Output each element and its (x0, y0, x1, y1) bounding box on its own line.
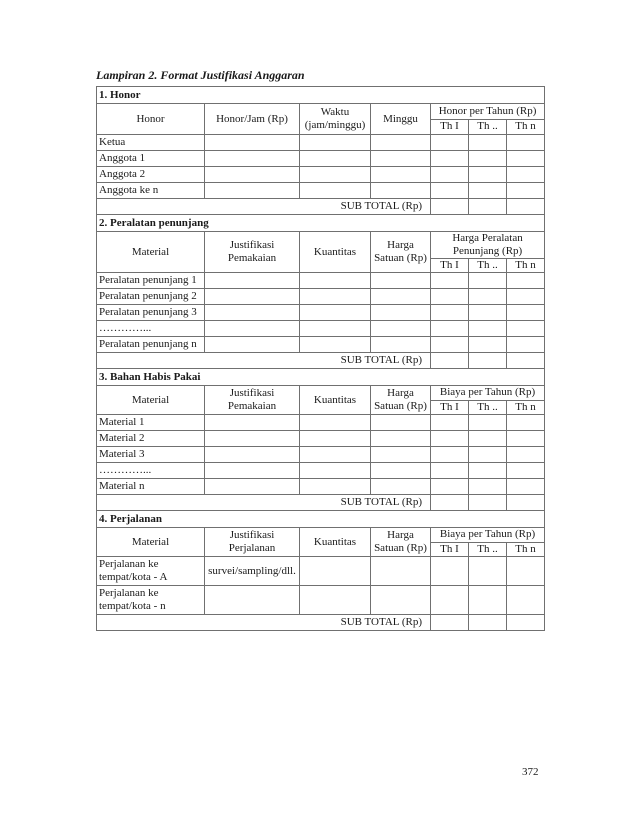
section-heading: 1. Honor (97, 87, 545, 104)
table-row (97, 431, 545, 447)
section-heading-row (97, 369, 545, 386)
year-header: Th I (431, 259, 469, 273)
column-header: Kuantitas (300, 386, 371, 415)
column-header: Honor/Jam (Rp) (205, 104, 300, 135)
table-row (97, 415, 545, 431)
subtotal-label: SUB TOTAL (Rp) (97, 199, 431, 215)
year-header: Th n (507, 119, 545, 135)
section-heading: 2. Peralatan penunjang (97, 215, 545, 232)
column-header: Harga Peralatan Penunjang (Rp) (431, 232, 545, 259)
row-label: Peralatan penunjang 2 (97, 289, 205, 305)
column-header: Harga Satuan (Rp) (371, 386, 431, 415)
row-label: …………... (97, 321, 205, 337)
column-header: Material (97, 386, 205, 415)
row-label: Peralatan penunjang 3 (97, 305, 205, 321)
row-label: Material 3 (97, 447, 205, 463)
year-header: Th n (507, 400, 545, 415)
column-header: Harga Satuan (Rp) (371, 528, 431, 557)
row-label: Anggota 2 (97, 167, 205, 183)
column-header: Justifikasi Perjalanan (205, 528, 300, 557)
header-row (97, 528, 545, 543)
page-number: 372 (522, 766, 539, 778)
row-label: Material 1 (97, 415, 205, 431)
year-header: Th .. (469, 400, 507, 415)
year-header: Th I (431, 400, 469, 415)
budget-justification-table (96, 86, 545, 631)
table-row (97, 167, 545, 183)
year-header: Th .. (469, 259, 507, 273)
table-row (97, 337, 545, 353)
section-heading-row (97, 215, 545, 232)
section-heading: 4. Perjalanan (97, 511, 545, 528)
row-label: Peralatan penunjang n (97, 337, 205, 353)
row-label: Material n (97, 479, 205, 495)
table-row (97, 447, 545, 463)
column-header: Material (97, 232, 205, 273)
table-row (97, 135, 545, 151)
table-row (97, 557, 545, 586)
year-header: Th .. (469, 119, 507, 135)
column-header: Material (97, 528, 205, 557)
year-header: Th I (431, 542, 469, 557)
year-header: Th n (507, 542, 545, 557)
row-label: Ketua (97, 135, 205, 151)
year-header: Th .. (469, 542, 507, 557)
subtotal-label: SUB TOTAL (Rp) (97, 353, 431, 369)
column-header: Honor (97, 104, 205, 135)
section-heading: 3. Bahan Habis Pakai (97, 369, 545, 386)
table-row (97, 183, 545, 199)
subtotal-row (97, 199, 545, 215)
table-row (97, 479, 545, 495)
column-header: Waktu (jam/minggu) (300, 104, 371, 135)
row-label: Peralatan penunjang 1 (97, 273, 205, 289)
table-row (97, 305, 545, 321)
justification-note: survei/sampling/dll. (205, 557, 300, 586)
subtotal-label: SUB TOTAL (Rp) (97, 495, 431, 511)
document-title: Lampiran 2. Format Justifikasi Anggaran (96, 68, 305, 82)
table-row (97, 321, 545, 337)
column-header: Biaya per Tahun (Rp) (431, 386, 545, 401)
column-header: Justifikasi Pemakaian (205, 386, 300, 415)
row-label: Anggota 1 (97, 151, 205, 167)
column-header: Honor per Tahun (Rp) (431, 104, 545, 120)
row-label: Perjalanan ke tempat/kota - A (97, 557, 205, 586)
column-header: Harga Satuan (Rp) (371, 232, 431, 273)
row-label: …………... (97, 463, 205, 479)
column-header: Minggu (371, 104, 431, 135)
year-header: Th I (431, 119, 469, 135)
table-row (97, 273, 545, 289)
header-row (97, 386, 545, 401)
row-label: Material 2 (97, 431, 205, 447)
table-row (97, 289, 545, 305)
column-header: Kuantitas (300, 232, 371, 273)
row-label: Perjalanan ke tempat/kota - n (97, 586, 205, 615)
section-heading-row (97, 87, 545, 104)
subtotal-label: SUB TOTAL (Rp) (97, 615, 431, 631)
table-row (97, 463, 545, 479)
header-row (97, 104, 545, 120)
subtotal-row (97, 615, 545, 631)
table-row (97, 586, 545, 615)
subtotal-row (97, 353, 545, 369)
column-header: Justifikasi Pemakaian (205, 232, 300, 273)
column-header: Kuantitas (300, 528, 371, 557)
header-row (97, 232, 545, 259)
column-header: Biaya per Tahun (Rp) (431, 528, 545, 543)
subtotal-row (97, 495, 545, 511)
row-label: Anggota ke n (97, 183, 205, 199)
table-row (97, 151, 545, 167)
section-heading-row (97, 511, 545, 528)
year-header: Th n (507, 259, 545, 273)
